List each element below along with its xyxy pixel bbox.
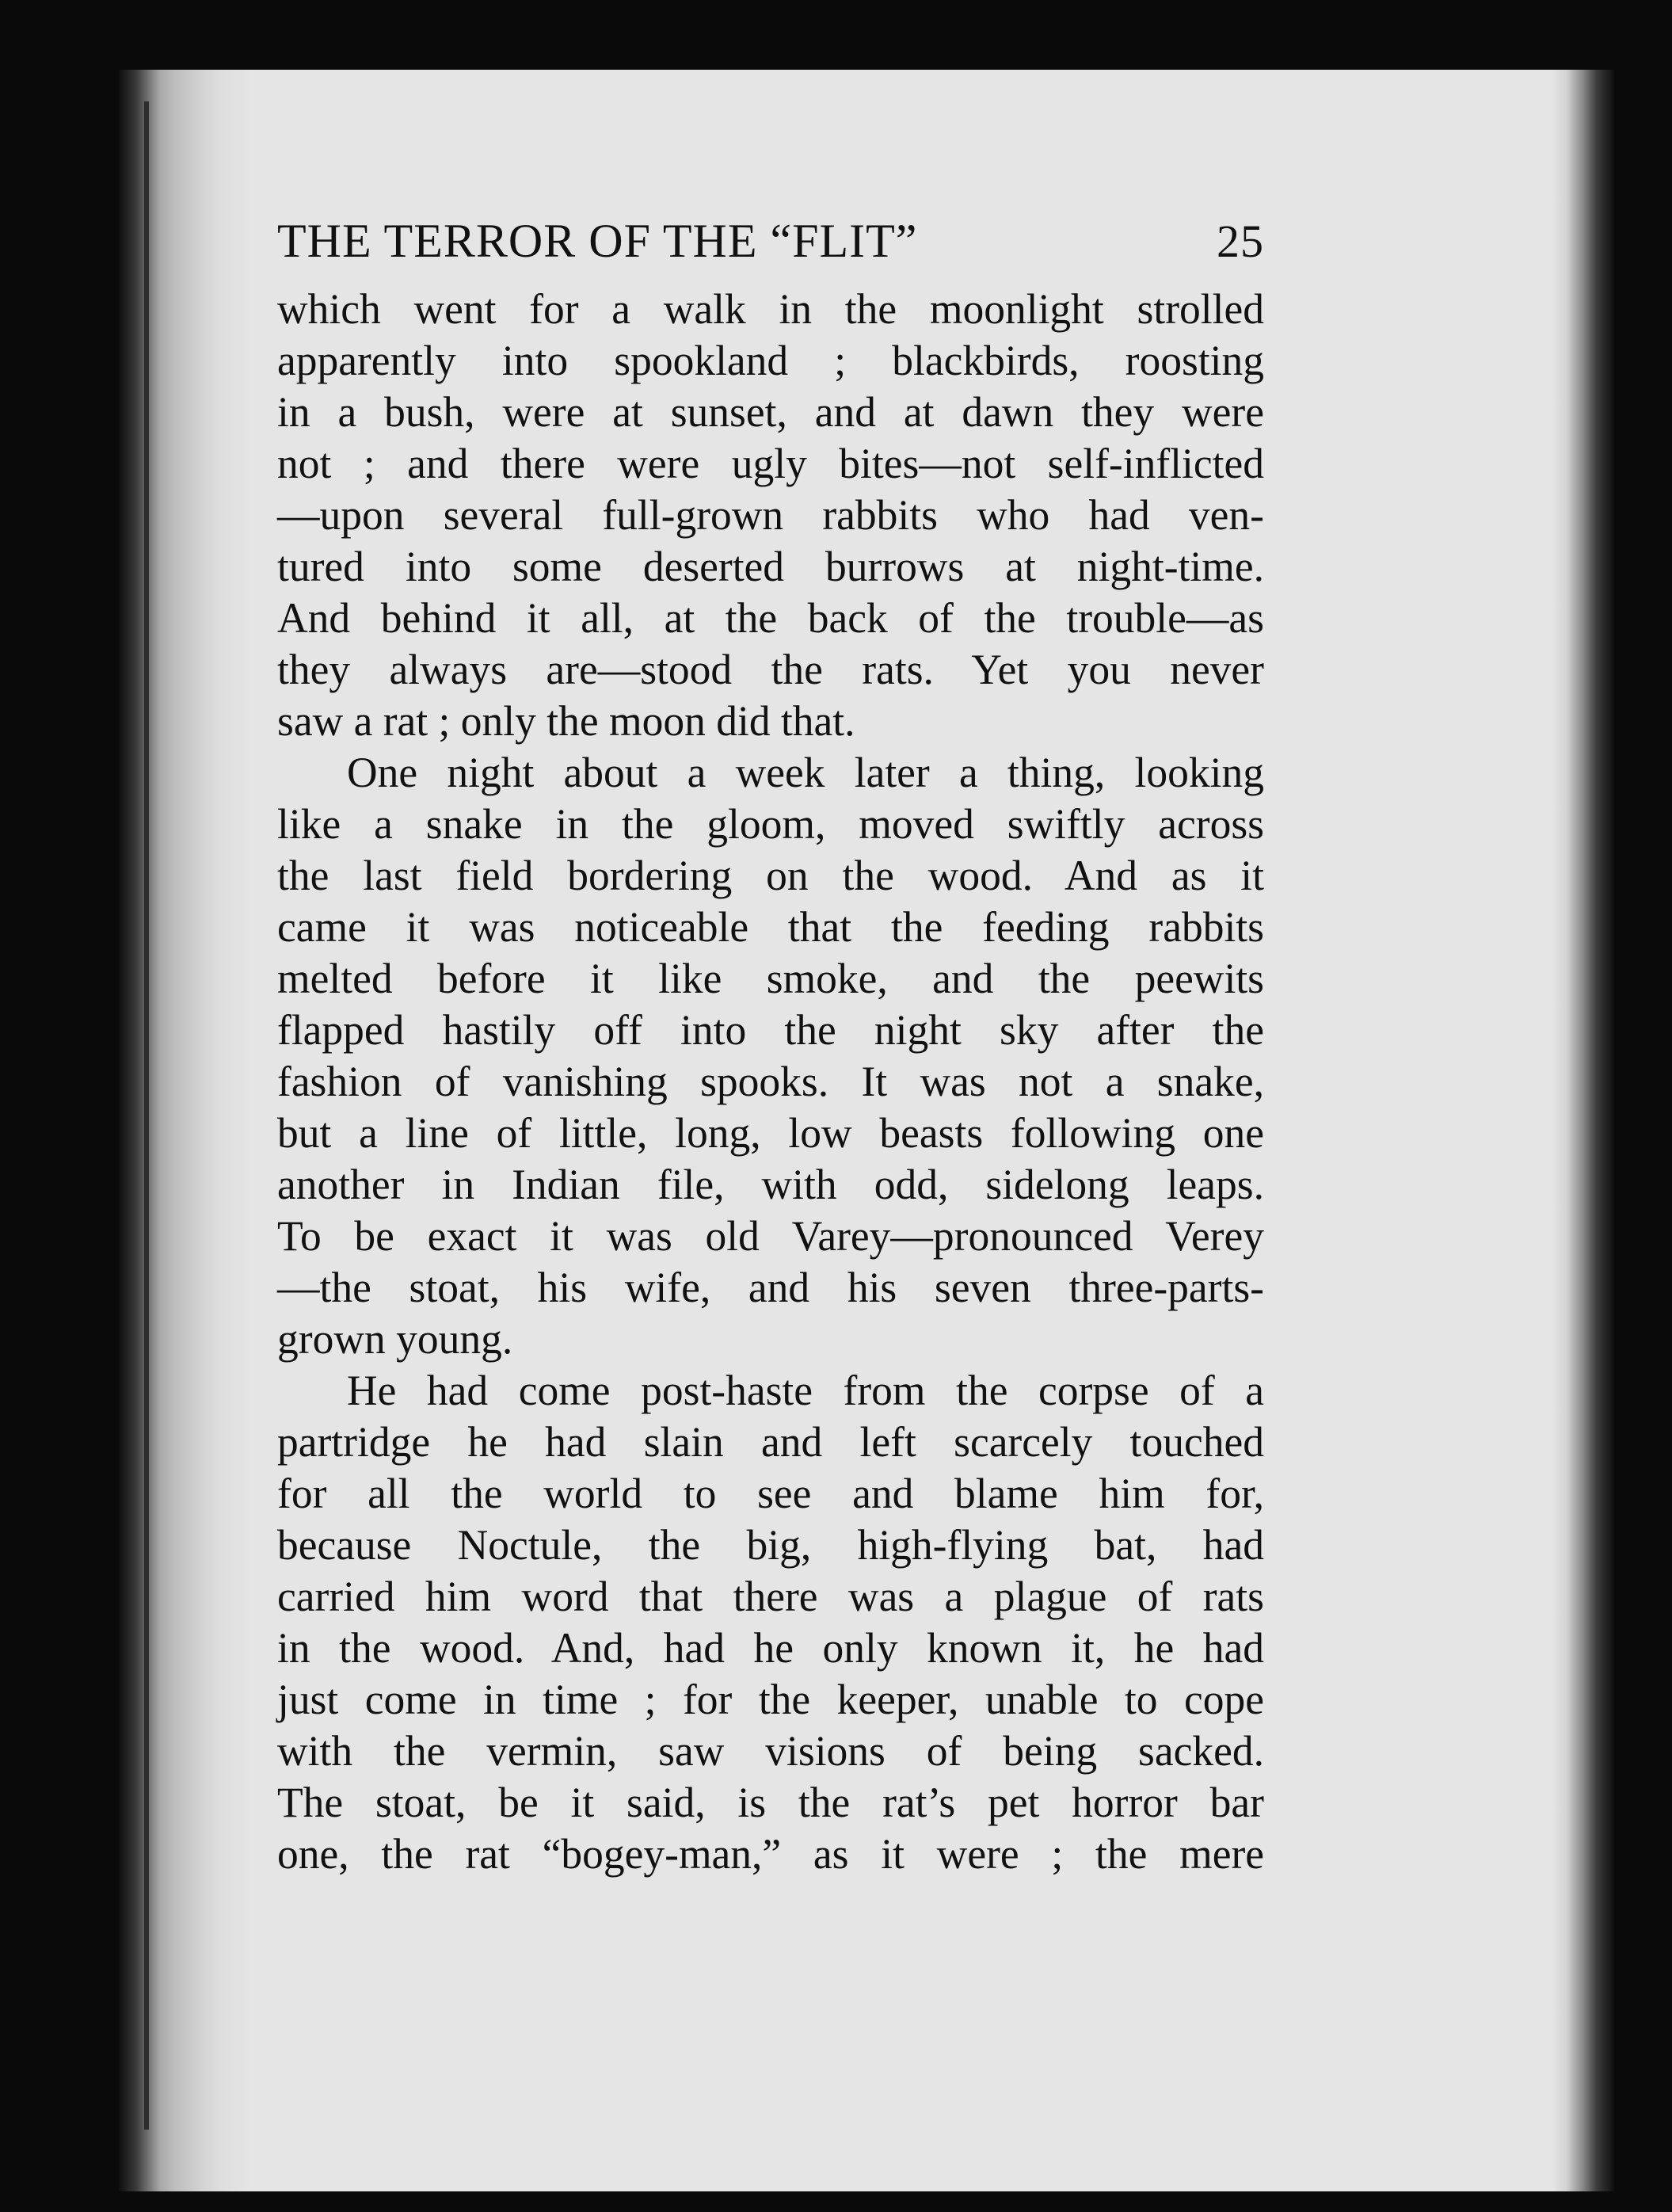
page-edge-shadow xyxy=(1552,70,1614,2191)
spine-edge xyxy=(144,101,149,2130)
page-number: 25 xyxy=(1217,215,1264,267)
text-line: with the vermin, saw visions of being sacked. xyxy=(277,1727,1264,1775)
text-line: He had come post-haste from the corpse of a xyxy=(347,1367,1264,1414)
text-line: another in Indian file, with odd, sidelong leaps. xyxy=(277,1161,1264,1208)
text-line: in the wood. And, had he only known it, he had xyxy=(277,1624,1264,1672)
text-line: tured into some deserted burrows at night-time. xyxy=(277,543,1264,590)
text-line: not ; and there were ugly bites—not self-inflicted xyxy=(277,440,1264,487)
body-text xyxy=(277,284,1264,1880)
text-line: —the stoat, his wife, and his seven three-parts- xyxy=(277,1264,1264,1311)
text-line: they always are—stood the rats. Yet you never xyxy=(277,646,1264,693)
text-line: grown young. xyxy=(277,1315,513,1363)
text-line: carried him word that there was a plague of rats xyxy=(277,1573,1264,1620)
text-line: the last field bordering on the wood. And as it xyxy=(277,852,1264,899)
text-line: like a snake in the gloom, moved swiftly across xyxy=(277,800,1264,848)
text-line: just come in time ; for the keeper, unable to cope xyxy=(277,1676,1264,1723)
text-line: And behind it all, at the back of the trouble—as xyxy=(277,594,1264,642)
text-line: one, the rat “bogey-man,” as it were ; the mere xyxy=(277,1830,1264,1878)
text-line: for all the world to see and blame him for, xyxy=(277,1470,1264,1517)
text-line: saw a rat ; only the moon did that. xyxy=(277,697,855,745)
text-line: partridge he had slain and left scarcely touched xyxy=(277,1418,1264,1466)
text-line: apparently into spookland ; blackbirds, roosting xyxy=(277,337,1264,384)
text-line: —upon several full-grown rabbits who had ven- xyxy=(277,491,1264,539)
running-title: THE TERROR OF THE “FLIT” xyxy=(277,215,918,267)
text-line: To be exact it was old Varey—pronounced Verey xyxy=(277,1212,1264,1260)
text-line: came it was noticeable that the feeding rabbits xyxy=(277,903,1264,951)
running-header xyxy=(277,214,1264,277)
text-line: in a bush, were at sunset, and at dawn they were xyxy=(277,388,1264,436)
text-line: because Noctule, the big, high-flying bat, had xyxy=(277,1521,1264,1569)
text-line: melted before it like smoke, and the peewits xyxy=(277,955,1264,1002)
text-line: One night about a week later a thing, looking xyxy=(347,749,1264,796)
text-line: fashion of vanishing spooks. It was not a snake, xyxy=(277,1058,1264,1105)
text-line: flapped hastily off into the night sky after the xyxy=(277,1006,1264,1054)
text-line: which went for a walk in the moonlight strolled xyxy=(277,285,1264,333)
text-line: The stoat, be it said, is the rat’s pet horror bar xyxy=(277,1779,1264,1826)
text-line: but a line of little, long, low beasts following one xyxy=(277,1109,1264,1157)
